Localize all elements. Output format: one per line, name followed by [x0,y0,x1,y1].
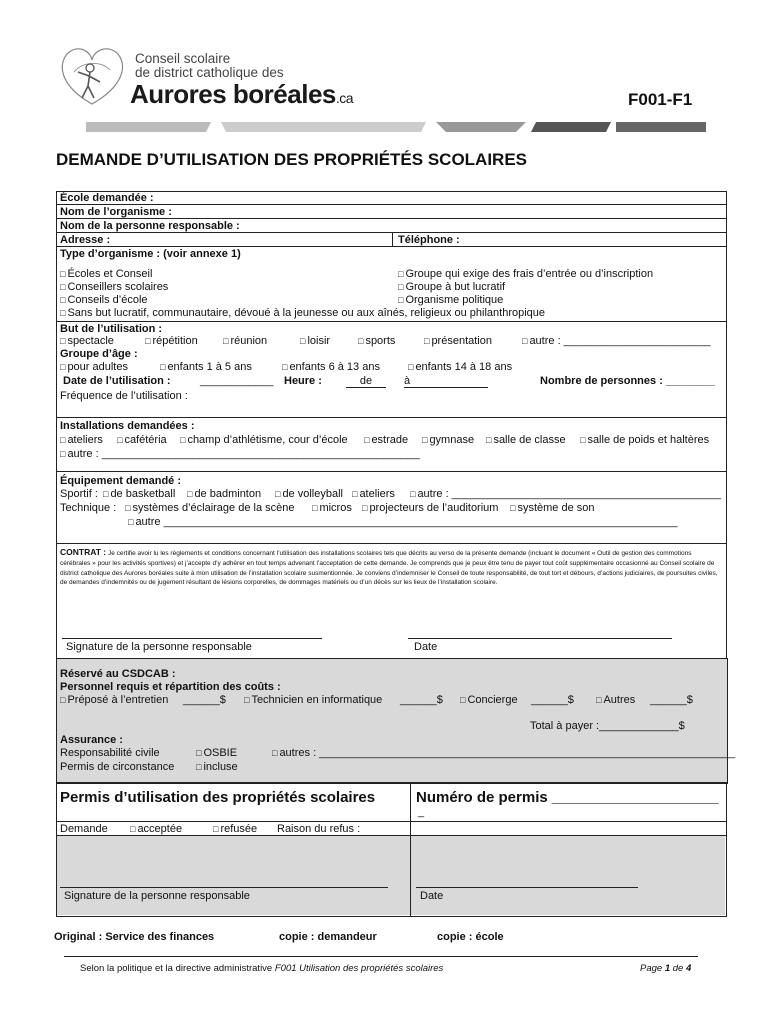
divider [56,543,726,544]
technique-label: Technique : [60,502,117,514]
form-title: DEMANDE D’UTILISATION DES PROPRIÉTÉS SCOLAIRES [56,150,528,169]
installation-checkbox[interactable]: □ gymnase [422,434,474,446]
divider [56,321,726,322]
installation-checkbox[interactable]: □ ateliers [60,434,103,446]
permis-title: Permis d’utilisation des propriétés scolaires [60,789,376,806]
acceptee-checkbox[interactable]: □ acceptée [130,823,182,835]
concierge-checkbox[interactable]: □ Concierge [460,694,518,706]
header-decorative-band [86,122,706,132]
type-option-checkbox[interactable]: □ Sans but lucratif, communautaire, dévoué à la jeunesse ou aux aînés, religieux ou philanthropique [60,307,545,319]
sportif-checkbox[interactable]: □ ateliers [352,488,395,500]
signature-line [62,638,322,639]
divider [56,246,726,247]
logo-heart-figure-icon [52,42,132,112]
technique-autre-checkbox[interactable]: □ autre ____________________________________________________________________________________ [128,516,713,528]
permis-grey-area [57,835,725,915]
resp-civile-label: Responsabilité civile [60,747,160,759]
divider [56,204,726,205]
age-option-checkbox[interactable]: □ enfants 14 à 18 ans [408,361,512,373]
footer-divider [64,956,698,957]
but-option-checkbox[interactable]: □ sports [358,335,395,347]
assurance-label: Assurance : [60,734,123,746]
type-option-checkbox[interactable]: □ Conseils d’école [60,294,148,306]
type-option-checkbox[interactable]: □ Conseillers scolaires [60,281,168,293]
autres-amount[interactable]: ______$ [650,694,693,706]
installation-autre-checkbox[interactable]: □ autre : ____________________________________________________ [60,448,420,460]
footer-prefix: Selon la politique et la directive administrative [80,963,275,974]
telephone-label[interactable]: Téléphone : [398,234,460,246]
sportif-checkbox[interactable]: □ de basketball [103,488,175,500]
date-line [416,887,638,888]
divider [56,218,726,219]
installation-checkbox[interactable]: □ salle de classe [486,434,566,446]
org-name: Aurores boréales.ca [130,79,354,109]
permis-numero-line: _ [418,806,425,818]
equipement-label: Équipement demandé : [60,475,182,487]
sportif-checkbox[interactable]: □ de volleyball [275,488,343,500]
divider [56,471,726,472]
concierge-amount[interactable]: ______$ [531,694,574,706]
permis-circonstance-label: Permis de circonstance [60,761,175,773]
autres-checkbox[interactable]: □ Autres [596,694,635,706]
sportif-checkbox[interactable]: □ de badminton [187,488,261,500]
divider [56,835,726,836]
type-option-checkbox[interactable]: □ Écoles et Conseil [60,268,152,280]
but-option-checkbox[interactable]: □ présentation [424,335,492,347]
contract-label: CONTRAT : [60,547,107,557]
assurance-autres-checkbox[interactable]: □ autres : ____________________________________________________________________ [272,747,735,759]
age-option-checkbox[interactable]: □ pour adultes [60,361,128,373]
personne-label[interactable]: Nom de la personne responsable : [60,220,240,232]
permis-date-label[interactable]: Date [420,890,444,902]
but-option-checkbox[interactable]: □ loisir [300,335,330,347]
frequence-label[interactable]: Fréquence de l’utilisation : [60,390,188,402]
total-field[interactable]: Total à payer :_____________$ [530,720,685,732]
distribution-original: Original : Service des finances [54,931,215,943]
divider [392,232,393,246]
nombre-personnes-label[interactable]: Nombre de personnes : ________ [540,375,715,387]
footer-policy: F001 Utilisation des propriétés scolaires [274,963,444,974]
raison-refus-label[interactable]: Raison du refus : [277,823,361,835]
heure-de-field[interactable]: de [346,375,386,388]
demande-label: Demande [60,823,108,835]
personnel-label: Personnel requis et répartition des coûts : [60,681,281,693]
footer-text [80,963,443,974]
divider [56,417,726,418]
adresse-label[interactable]: Adresse : [60,234,111,246]
installation-checkbox[interactable]: □ champ d’athlétisme, cour d’école [180,434,348,446]
technique-checkbox[interactable]: □ projecteurs de l’auditorium [362,502,498,514]
ecole-label[interactable]: École demandée : [60,192,154,204]
age-option-checkbox[interactable]: □ enfants 1 à 5 ans [160,361,252,373]
prepose-checkbox[interactable]: □ Préposé à l’entretien [60,694,168,706]
date-line [408,638,672,639]
permis-numero[interactable]: Numéro de permis ____________________ [416,789,719,806]
sportif-label: Sportif : [60,488,98,500]
but-option-checkbox[interactable]: □ répétition [145,335,198,347]
technique-checkbox[interactable]: □ systèmes d’éclairage de la scène [125,502,294,514]
distribution-copie-ecole: copie : école [437,931,504,943]
prepose-amount[interactable]: ______$ [183,694,226,706]
but-option-checkbox[interactable]: □ réunion [223,335,267,347]
signature-line [60,887,388,888]
technicien-amount[interactable]: ______$ [400,694,443,706]
sportif-checkbox[interactable]: □ autre : ____________________________________________ [410,488,721,500]
date-label[interactable]: Date [414,641,438,653]
signature-label[interactable]: Signature de la personne responsable [66,641,252,653]
date-field[interactable]: ____________ [200,375,274,387]
contract-text [60,548,718,588]
installation-checkbox[interactable]: □ cafétéria [117,434,167,446]
heure-label: Heure : [284,375,322,387]
but-label: But de l’utilisation : [60,323,163,335]
installations-label: Installations demandées : [60,420,195,432]
divider [56,821,726,822]
org-line1: Conseil scolaire [135,51,231,66]
technique-checkbox[interactable]: □ système de son [510,502,594,514]
technique-checkbox[interactable]: □ micros [312,502,352,514]
osbie-checkbox[interactable]: □ OSBIE [196,747,237,759]
heure-a-field[interactable]: à [404,375,488,388]
distribution-copie-demandeur: copie : demandeur [279,931,377,943]
type-option-checkbox[interactable]: □ Organisme politique [398,294,503,306]
incluse-checkbox[interactable]: □ incluse [196,761,238,773]
refusee-checkbox[interactable]: □ refusée [213,823,257,835]
but-option-checkbox[interactable]: □ autre : ________________________ [522,335,711,347]
installation-checkbox[interactable]: □ estrade [364,434,408,446]
permis-signature-label[interactable]: Signature de la personne responsable [64,890,250,902]
page-number: Page 1 de 4 [640,963,692,974]
type-option-checkbox[interactable]: □ Groupe à but lucratif [398,281,505,293]
age-option-checkbox[interactable]: □ enfants 6 à 13 ans [282,361,380,373]
age-label: Groupe d’âge : [60,348,138,360]
form-code: F001-F1 [628,90,693,109]
date-label: Date de l’utilisation : [63,375,171,387]
but-option-checkbox[interactable]: □ spectacle [60,335,114,347]
type-org-label: Type d’organisme : (voir annexe 1) [60,248,241,260]
reserve-label: Réservé au CSDCAB : [60,668,176,680]
divider [56,232,726,233]
contract-body: Je certifie avoir lu les règlements et conditions concernant l’utilisation des installations scolaires tels que décrits au verso de la présente demande (incluant le document « Outil de gestion des commotions cérébrales » pour les activités sportives) et j’accepte d’y adhérer en tout temps advenant l’acceptation de cette demande. Je comprends que je peux être tenu de payer tout coût supplémentaire occasionné au Conseil scolaire de district catholique des Aurores boréales suite à mon utilisation de l’installation scolaire susmentionnée. Je conviens d’indemniser le Conseil de toute responsabilité, de tout tort et débours, d’actions judiciaires, de poursuites civiles, de demandes d’indemnités ou de jugement résultant de lésions corporelles, de dommages matériels ou d’un décès sur les lieux de l’installation scolaire. [60,550,718,587]
technicien-checkbox[interactable]: □ Technicien en informatique [244,694,382,706]
installation-checkbox[interactable]: □ salle de poids et haltères [580,434,709,446]
org-line2: de district catholique des [135,65,284,80]
type-option-checkbox[interactable]: □ Groupe qui exige des frais d’entrée ou d’inscription [398,268,653,280]
divider [410,782,411,916]
organisme-label[interactable]: Nom de l’organisme : [60,206,172,218]
